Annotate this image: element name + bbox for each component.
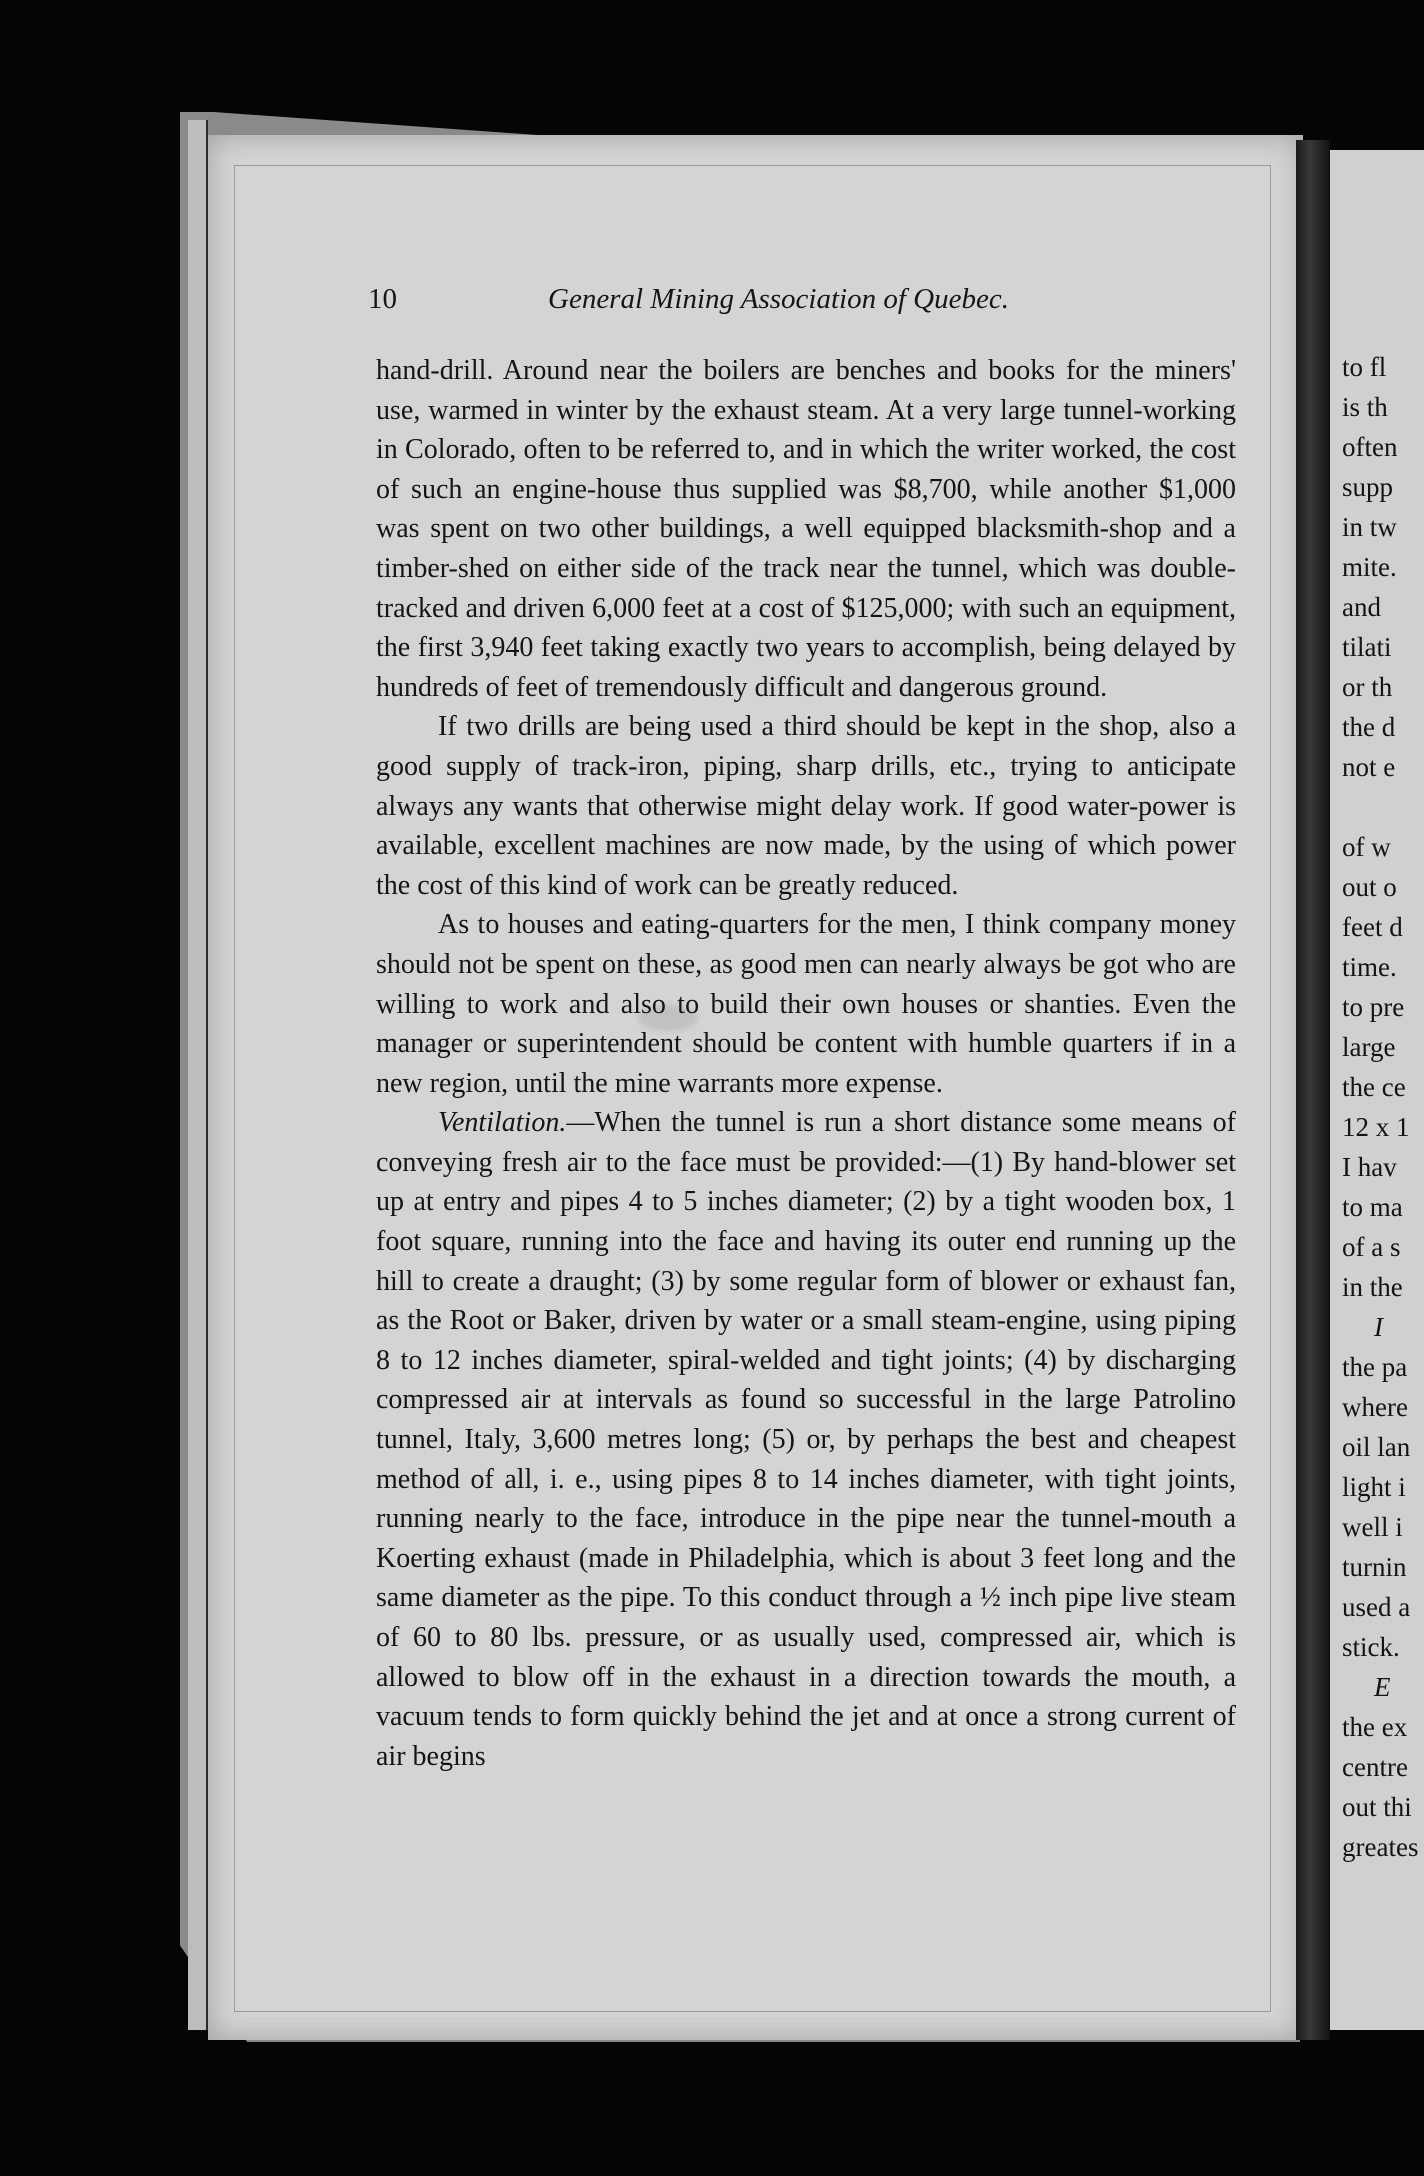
facing-line: turnin [1342, 1552, 1407, 1582]
facing-line: of w [1342, 832, 1391, 862]
facing-line: to fl [1342, 352, 1387, 382]
facing-line: or th [1342, 672, 1393, 702]
section-title: Ventilation. [438, 1107, 567, 1139]
facing-line: centre [1342, 1752, 1408, 1782]
paragraph [376, 1103, 1236, 1776]
facing-line: I [1374, 1312, 1383, 1342]
facing-line: out thi [1342, 1792, 1412, 1822]
facing-line: E [1374, 1672, 1391, 1702]
facing-line: where [1342, 1392, 1408, 1422]
book-gutter [1296, 140, 1330, 2040]
body-text [376, 351, 1236, 1776]
facing-line: feet d [1342, 912, 1403, 942]
facing-line: the d [1342, 712, 1396, 742]
paragraph-text: —When the tunnel is run a short distance some means of conveying fresh air to the face must be provided:—(1) By hand-blower set up at entry and pipes 4 to 5 inches diameter; (2) by a tight wooden box, 1 foot square, running into the face and having its outer end running up the hill to create a draught; (3) by some regular form of blower or exhaust fan, as the Root or Baker, driven by water or a small steam-engine, using piping 8 to 12 inches diameter, spiral-welded and tight joints; (4) by discharging compressed air at intervals as found so successful in the large Patrolino tunnel, Italy, 3,600 metres long; (5) or, by perhaps the best and cheapest method of all, i. e., using pipes 8 to 14 inches diameter, with tight joints, running nearly to the face, introduce in the pipe near the tunnel-mouth a Koerting exhaust (made in Philadelphia, which is about 3 feet long and the same diameter as the pipe. To this conduct through a ½ inch pipe live steam of 60 to 80 lbs. pressure, or as usually used, compressed air, which is allowed to blow off in the exhaust in a direction towards the mouth, a vacuum tends to form quickly behind the jet and at once a strong current of air begins [376, 1107, 1236, 1772]
facing-line: of a s [1342, 1232, 1401, 1262]
running-head [368, 283, 1268, 323]
facing-line: tilati [1342, 632, 1392, 662]
facing-line: to ma [1342, 1192, 1403, 1222]
page-edge [196, 120, 208, 2030]
facing-line: mite. [1342, 552, 1397, 582]
facing-line: greates [1342, 1832, 1419, 1862]
paragraph: If two drills are being used a third should be kept in the shop, also a good supply of track-iron, piping, sharp drills, etc., trying to anticipate always any wants that otherwise might delay work. If good water-power is available, excellent machines are now made, by the using of which power the cost of this kind of work can be greatly reduced. [376, 711, 1236, 901]
running-title: General Mining Association of Quebec. [548, 283, 1009, 315]
facing-line: often [1342, 432, 1398, 462]
facing-line: light i [1342, 1472, 1406, 1502]
book-page [208, 135, 1303, 2040]
facing-line: I hav [1342, 1152, 1397, 1182]
page-number: 10 [368, 283, 397, 315]
facing-line: well i [1342, 1512, 1403, 1542]
facing-line: oil lan [1342, 1432, 1411, 1462]
facing-line: the pa [1342, 1352, 1408, 1382]
facing-line: stick. [1342, 1632, 1400, 1662]
facing-line: in the [1342, 1272, 1403, 1302]
facing-line: not e [1342, 752, 1396, 782]
facing-line: large [1342, 1032, 1396, 1062]
facing-line: supp [1342, 472, 1394, 502]
paragraph: As to houses and eating-quarters for the men, I think company money should not be spent on these, as good men can nearly always be got who are willing to work and also to build their own houses or shanties. Even the manager or superintendent should be content with humble quarters if in a new region, until the mine warrants more expense. [376, 909, 1236, 1099]
facing-line: the ce [1342, 1072, 1406, 1102]
facing-line: the ex [1342, 1712, 1408, 1742]
facing-line: 12 x 1 [1342, 1112, 1410, 1142]
paragraph: hand-drill. Around near the boilers are benches and books for the miners' use, warmed in winter by the exhaust steam. At a very large tunnel-working in Colorado, often to be referred to, and in which the writer worked, the cost of such an engine-house thus supplied was $8,700, while another $1,000 was spent on two other buildings, a well equipped blacksmith-shop and a timber-shed on either side of the track near the tunnel, which was double-tracked and driven 6,000 feet at a cost of $125,000; with such an equipment, the first 3,940 feet taking exactly two years to accomplish, being delayed by hundreds of feet of tremendously difficult and dangerous ground. [376, 355, 1236, 703]
facing-page [1330, 150, 1424, 2030]
facing-line: to pre [1342, 992, 1405, 1022]
facing-line: out o [1342, 872, 1397, 902]
facing-line: and [1342, 592, 1381, 622]
facing-line: used a [1342, 1592, 1411, 1622]
facing-line: in tw [1342, 512, 1397, 542]
facing-line: time. [1342, 952, 1397, 982]
facing-line: is th [1342, 392, 1388, 422]
